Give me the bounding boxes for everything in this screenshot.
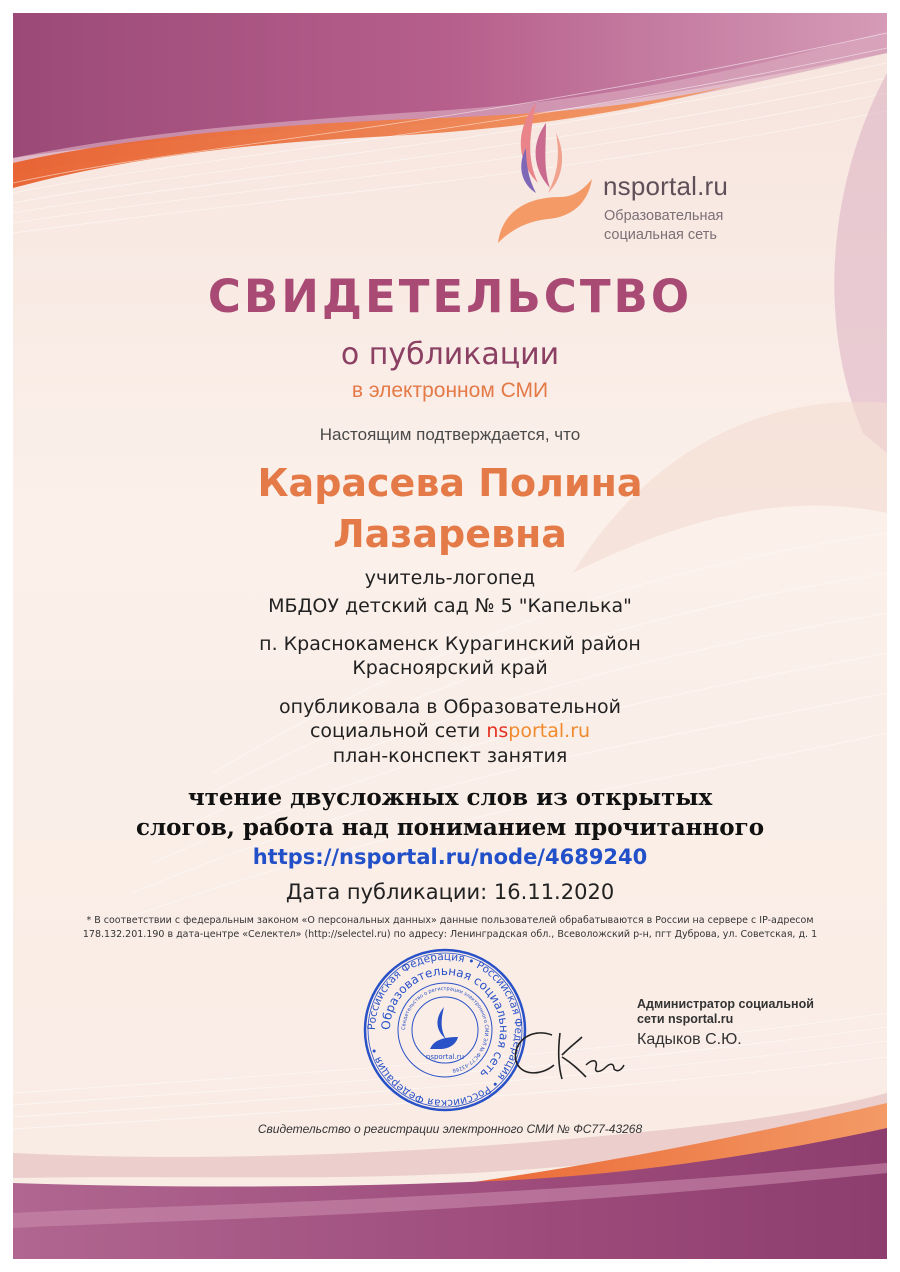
certificate-title: СВИДЕТЕЛЬСТВО [207, 270, 693, 323]
location-line-1: п. Краснокаменск Курагинский район [259, 633, 641, 655]
recipient-organization: МБДОУ детский сад № 5 "Капелька" [268, 595, 632, 617]
admin-title-line-2: сети nsportal.ru [637, 1012, 734, 1026]
certificate-medium: в электронном СМИ [351, 379, 549, 402]
recipient-name-line-1: Карасева Полина [257, 461, 643, 505]
stamp-inner-text: Образовательная социальная сеть [378, 963, 512, 1082]
confirm-text: Настоящим подтверждается, что [319, 425, 581, 444]
published-line-2 [0, 720, 900, 743]
recipient-name-line-2: Лазаревна [333, 512, 567, 556]
flame-hand-icon [488, 93, 598, 253]
work-title-line-1: чтение двусложных слов из открытых [187, 784, 713, 811]
logo-tagline [604, 207, 723, 245]
material-type: план-конспект занятия [332, 745, 568, 767]
stamp-outer-text: Российская Федерация • Российская Федерация • Российская Федерация • [365, 950, 525, 1110]
logo-name: nsportal.ru [603, 171, 729, 201]
footnote-line-1: * В соответствии с федеральным законом «О персональных данных» данные пользователей обрабатываются в России на сервере с IP-адресом [86, 915, 814, 926]
brand-ns: ns [486, 720, 509, 742]
recipient-position: учитель-логопед [364, 567, 536, 589]
publication-link[interactable]: https://nsportal.ru/node/4689240 [252, 845, 648, 869]
published-line-2-prefix: социальной сети [309, 720, 487, 742]
published-line-1: опубликовала в Образовательной [279, 696, 621, 718]
certificate-subtitle: о публикации [340, 337, 560, 372]
admin-title-line-1: Администратор социальной [637, 997, 814, 1011]
stamp-center-label: nsportal.ru [425, 1053, 465, 1061]
logo-tagline-line-2: социальная сеть [604, 227, 717, 243]
stamp-small-ring-text: Свидетельство о регистрации электронного СМИ ЭЛ № ФС77-43268 [400, 985, 490, 1074]
stamp-flame-icon [437, 1007, 446, 1039]
admin-name: Кадыков С.Ю. [637, 1031, 742, 1048]
logo-tagline-line-1: Образовательная [604, 208, 724, 224]
work-title-line-2: слогов, работа над пониманием прочитанного [135, 814, 765, 841]
admin-signature [500, 1015, 640, 1090]
location-line-2: Красноярский край [352, 657, 548, 679]
publication-date: Дата публикации: 16.11.2020 [285, 880, 615, 904]
brand-portal: portal.ru [508, 720, 591, 742]
site-logo[interactable] [488, 93, 768, 253]
footnote-line-2: 178.132.201.190 в дата-центре «Селектел» (http://selectel.ru) по адресу: Ленинградская обл., Всеволожский р-н, пгт Дуброва, ул. Советская, д. 1 [82, 929, 818, 940]
admin-title [637, 997, 837, 1027]
registration-note: Свидетельство о регистрации электронного СМИ № ФС77-43268 [257, 1122, 643, 1136]
